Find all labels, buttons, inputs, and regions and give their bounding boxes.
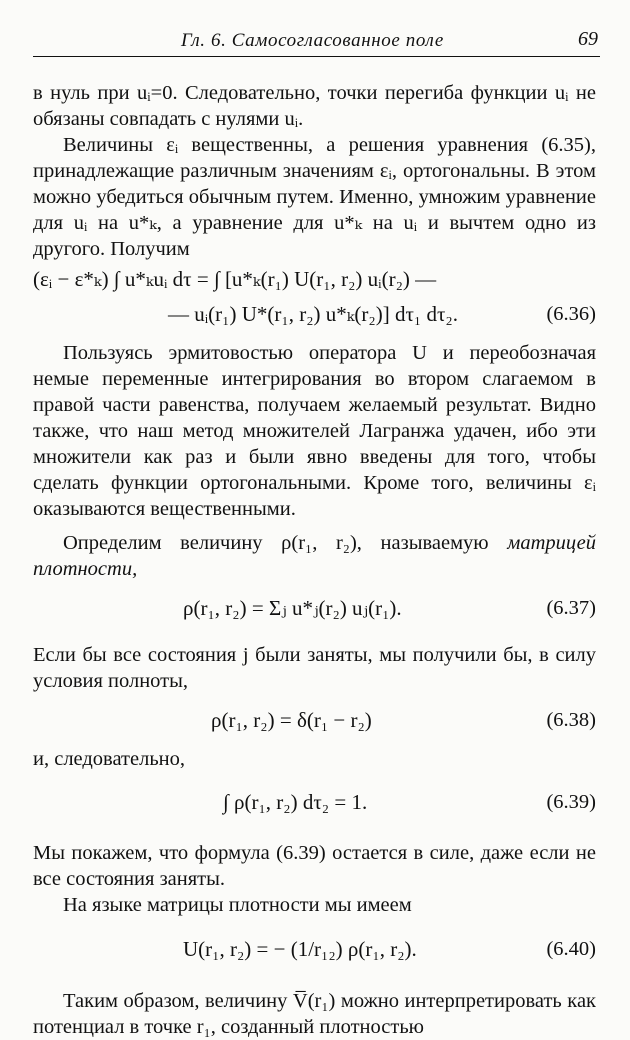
paragraph-continuation: в нуль при uᵢ=0. Следовательно, точки перегиба функции uᵢ не обязаны совпадать с нулями uᵢ.	[33, 82, 596, 130]
paragraph-orthogonality: Величины εᵢ вещественны, а решения уравнения (6.35), принадлежащие различным значениям εᵢ, ортогональны. В этом можно убедиться обычным путем. Именно, умножим уравнение для uᵢ на u*ₖ, а уравнение для u*ₖ на uᵢ и вычтем одно из другого. Получим	[33, 134, 596, 260]
equation-6-36-second-line: — uᵢ(r₁) U*(r₁, r₂) u*ₖ(r₂)] dτ₁ dτ₂.	[168, 302, 458, 326]
equation-6-38-row	[33, 694, 596, 746]
equation-6-37: ρ(r₁, r₂) = Σⱼ u*ⱼ(r₂) uⱼ(r₁).	[183, 596, 402, 620]
equation-6-40: U(r₁, r₂) = − (1/r₁₂) ρ(r₁, r₂).	[183, 937, 417, 961]
equation-number-6-37: (6.37)	[546, 597, 596, 619]
equation-6-39-row	[33, 772, 596, 832]
equation-number-6-40: (6.40)	[546, 938, 596, 960]
paragraph-formula-holds: Мы покажем, что формула (6.39) остается в силе, даже если не все состояния заняты.	[33, 842, 596, 890]
equation-6-36-first-line: (εᵢ − ε*ₖ) ∫ u*ₖuᵢ dτ = ∫ [u*ₖ(r₁) U(r₁, r₂) uᵢ(r₂) —	[33, 267, 437, 291]
running-title: Гл. 6. Самосогласованное поле	[181, 30, 444, 51]
equation-6-40-row	[33, 918, 596, 980]
paragraph-density-language: На языке матрицы плотности мы имеем	[63, 894, 412, 916]
density-matrix-lead: Определим величину ρ(r₁, r₂), называемую	[63, 532, 508, 554]
page-header	[33, 26, 600, 57]
density-matrix-term: матрицей плотности,	[33, 532, 596, 580]
page-number: 69	[578, 28, 598, 50]
equation-number-6-36: (6.36)	[546, 303, 596, 325]
equation-6-39: ∫ ρ(r₁, r₂) dτ₂ = 1.	[223, 790, 368, 814]
paragraph-completeness: Если бы все состояния j были заняты, мы получили бы, в силу условия полноты,	[33, 644, 596, 692]
paragraph-density-matrix-definition	[33, 530, 596, 582]
paragraph-consequently: и, следовательно,	[33, 748, 186, 770]
equation-6-36-line-2	[33, 296, 596, 332]
equation-6-37-row	[33, 582, 596, 634]
equation-number-6-39: (6.39)	[546, 791, 596, 813]
paragraph-potential-interpretation: Таким образом, величину V̅(r₁) можно интерпретировать как потенциал в точке r₁, созданный плотностью	[33, 990, 596, 1038]
equation-6-36-line-1	[33, 262, 596, 296]
equation-number-6-38: (6.38)	[546, 709, 596, 731]
page-body	[33, 80, 596, 1040]
paragraph-hermiticity: Пользуясь эрмитовостью оператора U и переобозначая немые переменные интегрирования во втором слагаемом в правой части равенства, получаем желаемый результат. Видно также, что наш метод множителей Лагранжа удачен, ибо эти множители как раз и были явно введены для того, чтобы сделать функции ортогональными. Кроме того, величины εᵢ оказываются вещественными.	[33, 342, 596, 520]
equation-6-38: ρ(r₁, r₂) = δ(r₁ − r₂)	[211, 708, 372, 732]
